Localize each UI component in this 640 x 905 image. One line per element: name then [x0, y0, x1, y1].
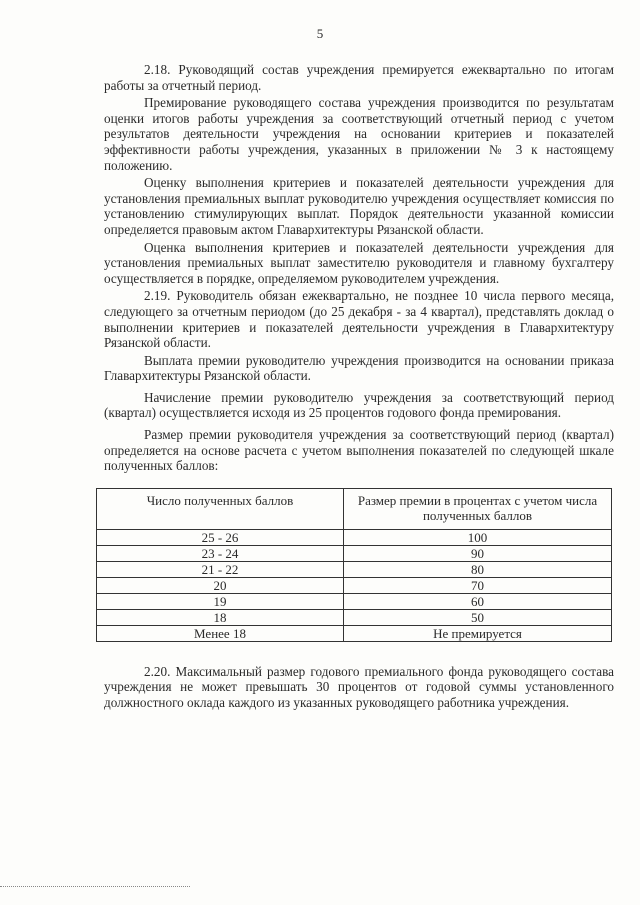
table-row: [97, 609, 612, 625]
table-cell-points: 19: [97, 593, 344, 609]
table-cell-percent: 60: [344, 593, 612, 609]
paragraph-2-20: 2.20. Максимальный размер годового премиального фонда руководящего состава учреждения не может превышать 30 процентов от годовой суммы установленного должностного оклада каждого из указанных руководящего работника учреждения.: [104, 663, 614, 711]
paragraph: Размер премии руководителя учреждения за соответствующий период (квартал) определяется на основе расчета с учетом выполнения показателей по следующей шкале полученных баллов:: [104, 427, 614, 474]
table-header-bonus-percent: Размер премии в процентах с учетом числа полученных баллов: [344, 488, 612, 529]
paragraph: Оценка выполнения критериев и показателей деятельности учреждения для установления премиальных выплат заместителю руководителя и главному бухгалтеру осуществляется в порядке, определяемом руководителем учреждения.: [104, 239, 614, 286]
table-header-points: Число полученных баллов: [97, 488, 344, 529]
table-row: [97, 545, 612, 561]
paragraph: Премирование руководящего состава учреждения производится по результатам оценки итогов работы учреждения за соответствующий отчетный период с учетом результатов деятельности учреждения на основании критериев и показателей эффективности работы учреждения, указанных в приложении № 3 к настоящему положению.: [104, 95, 614, 173]
table-cell-points: 23 - 24: [97, 545, 344, 561]
table-cell-percent: 100: [344, 529, 612, 545]
table-cell-percent: Не премируется: [344, 625, 612, 641]
table-cell-points: Менее 18: [97, 625, 344, 641]
table-row: [97, 593, 612, 609]
table-cell-points: 18: [97, 609, 344, 625]
paragraph: Оценку выполнения критериев и показателей деятельности учреждения для установления премиальных выплат руководителю учреждения осуществляет комиссия по установлению стимулирующих выплат. Порядок деятельности указанной комиссии определяется правовым актом Главархитектуры Рязанской области.: [104, 175, 614, 237]
table-cell-points: 21 - 22: [97, 561, 344, 577]
page-number: 5: [316, 26, 324, 41]
paragraph-2-18: 2.18. Руководящий состав учреждения премируется ежеквартально по итогам работы за отчетный период.: [104, 62, 614, 93]
table-cell-points: 25 - 26: [97, 529, 344, 545]
bonus-scale-table: [96, 488, 612, 642]
footer-divider: [0, 886, 190, 887]
table-row: [97, 625, 612, 641]
table-cell-percent: 90: [344, 545, 612, 561]
paragraph-2-19: 2.19. Руководитель обязан ежеквартально, не позднее 10 числа первого месяца, следующего за отчетным периодом (до 25 декабря - за 4 квартал), представлять доклад о выполнении критериев и показателей деятельности учреждения в Главархитектуру Рязанской области.: [104, 288, 614, 351]
table-cell-percent: 70: [344, 577, 612, 593]
paragraph: Начисление премии руководителю учреждения за соответствующий период (квартал) осуществляется исходя из 25 процентов годового фонда премирования.: [104, 389, 614, 421]
table-row: [97, 577, 612, 593]
table-row: [97, 561, 612, 577]
paragraph: Выплата премии руководителю учреждения производится на основании приказа Главархитектуры Рязанской области.: [104, 352, 614, 384]
table-cell-percent: 80: [344, 561, 612, 577]
table-row: [97, 529, 612, 545]
table-header-row: [97, 488, 612, 529]
table-cell-percent: 50: [344, 609, 612, 625]
table-cell-points: 20: [97, 577, 344, 593]
document-body: [104, 62, 614, 711]
